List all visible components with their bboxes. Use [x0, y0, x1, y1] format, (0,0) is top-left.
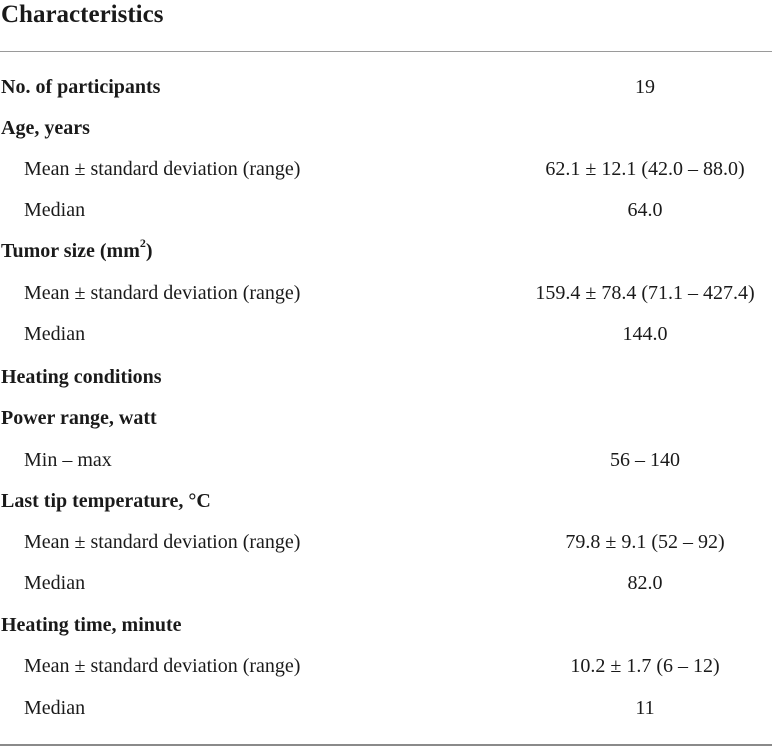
table-row [0, 398, 772, 439]
row-label: Min – max [24, 449, 112, 471]
row-label: Median [24, 697, 86, 719]
table-row [0, 481, 772, 522]
row-label: No. of participants [1, 76, 161, 98]
row-label: Mean ± standard deviation (range) [24, 531, 301, 553]
table-row [0, 605, 772, 646]
row-label: Median [24, 572, 86, 594]
table-header [0, 0, 772, 50]
row-label: Mean ± standard deviation (range) [24, 158, 301, 180]
table-row [0, 190, 772, 231]
header-divider [0, 51, 772, 52]
row-value: 11 [635, 697, 655, 719]
column-header-characteristics: Characteristics [1, 1, 164, 28]
row-value: 56 – 140 [610, 449, 680, 471]
table-row [0, 273, 772, 314]
table-row [0, 440, 772, 481]
row-label: Mean ± standard deviation (range) [24, 282, 301, 304]
table-row [0, 149, 772, 190]
row-label: Median [24, 323, 86, 345]
table-row [0, 563, 772, 604]
row-label: Age, years [1, 117, 90, 139]
table-row [0, 522, 772, 563]
row-label: Median [24, 199, 86, 221]
row-value: 62.1 ± 12.1 (42.0 – 88.0) [545, 158, 745, 180]
row-value: 144.0 [622, 323, 668, 345]
row-value: 159.4 ± 78.4 (71.1 – 427.4) [535, 282, 755, 304]
superscript: 2 [139, 236, 146, 251]
table-row [0, 314, 772, 355]
row-value: 79.8 ± 9.1 (52 – 92) [565, 531, 725, 553]
table-row [0, 688, 772, 729]
table-bottom-rule [0, 744, 772, 746]
table-row [0, 108, 772, 149]
row-label: Heating conditions [1, 366, 162, 388]
row-label-suffix: ) [145, 240, 153, 262]
row-value: 10.2 ± 1.7 (6 – 12) [570, 655, 720, 677]
row-label: Heating time, minute [1, 614, 182, 636]
row-value: 19 [635, 76, 655, 98]
row-label: Mean ± standard deviation (range) [24, 655, 301, 677]
table-row [0, 231, 772, 272]
row-label: Power range, watt [1, 407, 157, 429]
row-label-text: Tumor size (mm [1, 240, 140, 262]
row-label: Last tip temperature, °C [1, 490, 211, 512]
row-label-tumor-size [1, 231, 153, 272]
row-value: 64.0 [627, 199, 663, 221]
table-row [0, 67, 772, 108]
table-row [0, 357, 772, 398]
table-row [0, 646, 772, 687]
row-value: 82.0 [627, 572, 663, 594]
